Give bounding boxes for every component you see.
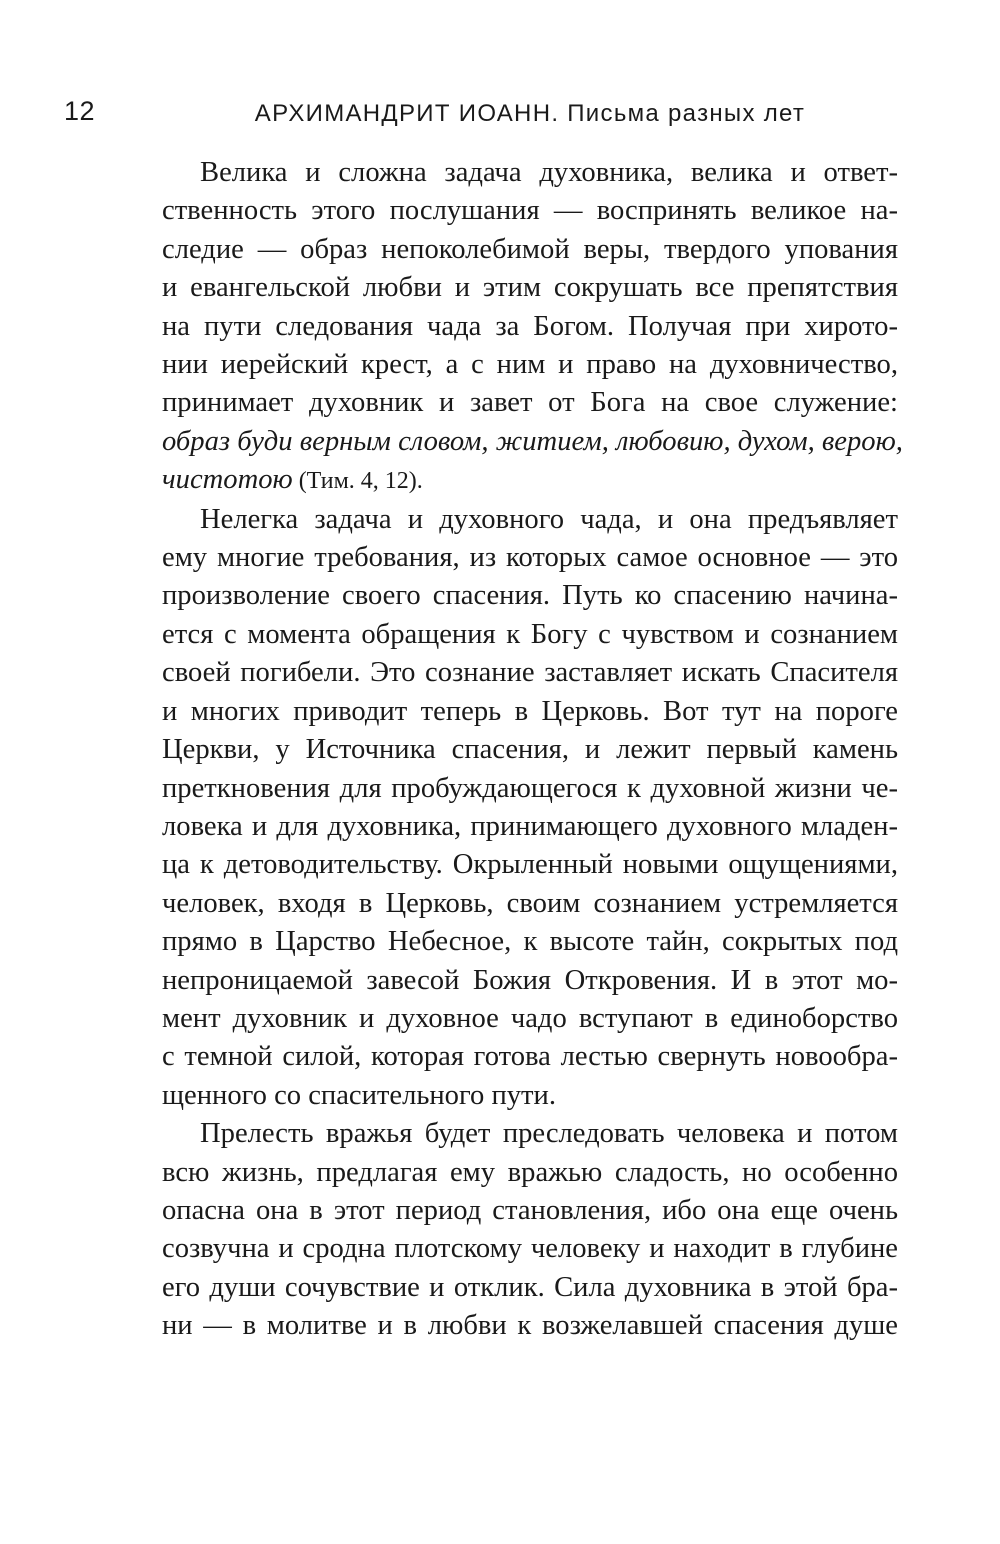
text-line: щенного со спасительного пути. — [162, 1079, 556, 1111]
text-line: опасна она в этот период становления, ибо она еще очень — [162, 1194, 898, 1226]
text-line: на пути следования чада за Богом. Получая при хирото- — [162, 310, 898, 342]
text-line: принимает духовник и завет от Бога на свое служение: — [162, 387, 898, 419]
text-line: и евангельской любви и этим сокрушать все препятствия — [162, 272, 898, 304]
text-line: всю жизнь, предлагая ему вражью сладость, но особенно — [162, 1156, 898, 1188]
text-line: ловека и для духовника, принимающего духовного младен- — [162, 810, 898, 842]
paragraph-1 — [162, 154, 903, 501]
text-line: человек, входя в Церковь, своим сознанием устремляется — [162, 887, 898, 919]
text-line — [162, 423, 903, 461]
paragraph-3 — [162, 1115, 898, 1345]
paragraph-2 — [162, 501, 898, 1116]
text-line: ется с момента обращения к Богу с чувством и сознанием — [162, 618, 898, 650]
text-line: Церкви, у Источника спасения, и лежит первый камень — [162, 734, 898, 766]
running-title: АРХИМАНДРИТ ИОАНН. Письма разных лет — [254, 100, 806, 127]
text-line: Велика и сложна задача духовника, велика и ответ- — [200, 157, 898, 188]
text-line: ца к детоводительству. Окрыленный новыми ощущениями, — [162, 849, 898, 881]
text-line: его души сочувствие и отклик. Сила духовника в этой бра- — [162, 1271, 898, 1303]
text-line: своей погибели. Это сознание заставляет искать Спасителя — [162, 657, 898, 689]
text-line: с темной силой, которая готова лестью свернуть новообра- — [162, 1041, 898, 1073]
text-line: ственность этого послушания — воспринять великое на- — [162, 195, 898, 227]
text-line: ему многие требования, из которых самое основное — это — [162, 542, 898, 574]
scripture-citation: (Тим. 4, 12). — [292, 468, 423, 495]
scripture-quote: образ буди верным словом, житием, любовию, духом, верою, — [162, 425, 903, 457]
page-number: 12 — [64, 96, 96, 126]
text-line: и многих приводит теперь в Церковь. Вот тут на пороге — [162, 695, 898, 727]
text-line: Нелегка задача и духовного чада, и она предъявляет — [200, 503, 898, 535]
text-line: Прелесть вражья будет преследовать человека и потом — [200, 1118, 898, 1150]
text-line: ни — в молитве и в любви к возжелавшей спасения душе — [162, 1310, 898, 1342]
text-line — [162, 461, 898, 500]
text-line: произволение своего спасения. Путь ко спасению начина- — [162, 580, 898, 612]
scripture-quote-end: чистотою — [162, 464, 293, 496]
text-line: преткновения для пробуждающегося к духовной жизни че- — [162, 772, 898, 804]
text-line: нии иерейский крест, а с ним и право на духовничество, — [162, 349, 898, 381]
text-line: прямо в Царство Небесное, к высоте тайн, сокрытых под — [162, 926, 898, 958]
text-line: следие — образ непоколебимой веры, твердого упования — [162, 233, 898, 265]
text-line: непроницаемой завесой Божия Откровения. И в этот мо- — [162, 964, 898, 996]
body-text — [162, 154, 903, 1346]
text-line: мент духовник и духовное чадо вступают в единоборство — [162, 1002, 898, 1034]
text-line: созвучна и сродна плотскому человеку и находит в глубине — [162, 1233, 898, 1265]
